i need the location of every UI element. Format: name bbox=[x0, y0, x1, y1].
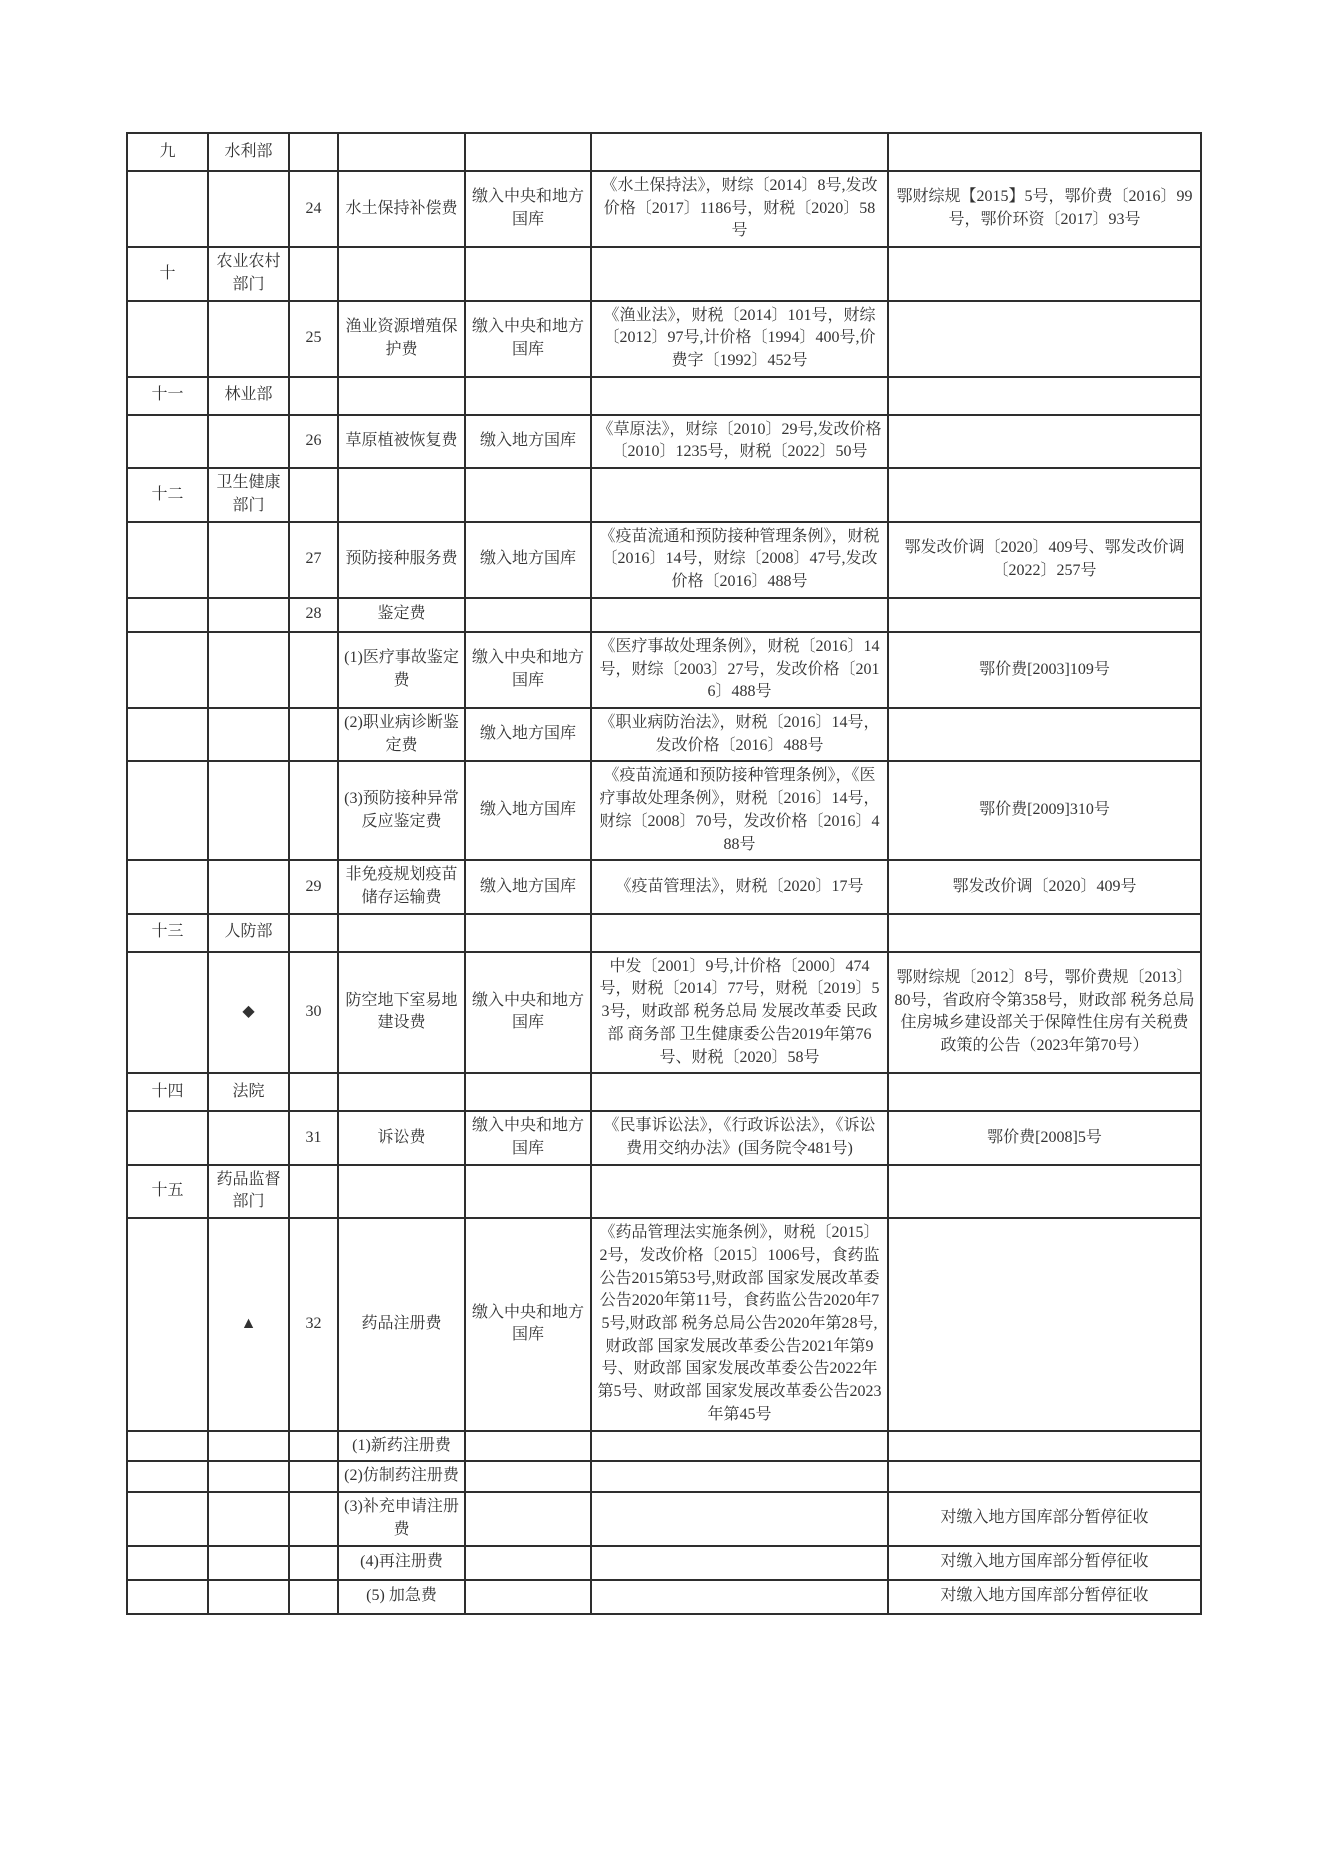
section-row bbox=[127, 468, 1201, 521]
fee-name: (3)补充申请注册费 bbox=[338, 1492, 465, 1545]
table-row bbox=[127, 952, 1201, 1074]
legal-basis-cell bbox=[591, 1580, 888, 1614]
legal-basis-cell: 《渔业法》，财税〔2014〕101号，财综〔2012〕97号,计价格〔1994〕400号,价费字〔1992〕452号 bbox=[591, 301, 888, 377]
section-row bbox=[127, 914, 1201, 952]
department-name bbox=[208, 522, 289, 598]
section-number bbox=[127, 708, 208, 761]
hubei-doc-cell bbox=[888, 1461, 1201, 1492]
item-number bbox=[289, 1580, 338, 1614]
section-number bbox=[127, 761, 208, 860]
treasury-cell: 缴入地方国库 bbox=[465, 708, 591, 761]
legal-basis-cell: 《药品管理法实施条例》，财税〔2015〕2号，发改价格〔2015〕1006号，食药监公告2015第53号,财政部 国家发展改革委公告2020年第11号，食药监公告2020年75号,财政部 税务总局公告2020年第28号,财政部 国家发展改革委公告2021年第9号、财政部 国家发展改革委公告2022年第5号、财政部 国家发展改革委公告2023年第45号 bbox=[591, 1218, 888, 1430]
hubei-doc-cell bbox=[888, 1431, 1201, 1462]
table-row bbox=[127, 522, 1201, 598]
item-number bbox=[289, 468, 338, 521]
department-name bbox=[208, 1431, 289, 1462]
legal-basis-cell: 《草原法》，财综〔2010〕29号,发改价格〔2010〕1235号，财税〔2022〕50号 bbox=[591, 415, 888, 468]
item-number: 25 bbox=[289, 301, 338, 377]
section-number bbox=[127, 1492, 208, 1545]
treasury-cell: 缴入中央和地方国库 bbox=[465, 632, 591, 708]
diamond-marker-icon: ◆ bbox=[208, 952, 289, 1074]
legal-basis-cell: 《水土保持法》，财综〔2014〕8号,发改价格〔2017〕1186号，财税〔2020〕58号 bbox=[591, 171, 888, 247]
item-number: 26 bbox=[289, 415, 338, 468]
department-name: 林业部 bbox=[208, 377, 289, 415]
department-name: 水利部 bbox=[208, 133, 289, 171]
hubei-doc-cell bbox=[888, 1218, 1201, 1430]
legal-basis-cell bbox=[591, 1546, 888, 1580]
treasury-cell: 缴入中央和地方国库 bbox=[465, 1111, 591, 1164]
treasury-cell bbox=[465, 914, 591, 952]
fee-catalog-table bbox=[126, 132, 1202, 1615]
department-name bbox=[208, 1580, 289, 1614]
treasury-cell bbox=[465, 598, 591, 632]
item-number: 27 bbox=[289, 522, 338, 598]
table-row bbox=[127, 708, 1201, 761]
treasury-cell bbox=[465, 1492, 591, 1545]
table-row bbox=[127, 1431, 1201, 1462]
hubei-doc-cell: 鄂发改价调〔2020〕409号、鄂发改价调〔2022〕257号 bbox=[888, 522, 1201, 598]
treasury-cell: 缴入中央和地方国库 bbox=[465, 301, 591, 377]
treasury-cell: 缴入中央和地方国库 bbox=[465, 171, 591, 247]
hubei-doc-cell bbox=[888, 598, 1201, 632]
section-number: 九 bbox=[127, 133, 208, 171]
item-number bbox=[289, 1461, 338, 1492]
table-row bbox=[127, 1111, 1201, 1164]
table-row bbox=[127, 171, 1201, 247]
hubei-doc-cell: 对缴入地方国库部分暂停征收 bbox=[888, 1492, 1201, 1545]
department-name bbox=[208, 1111, 289, 1164]
legal-basis-cell bbox=[591, 598, 888, 632]
section-number bbox=[127, 1218, 208, 1430]
item-number: 31 bbox=[289, 1111, 338, 1164]
hubei-doc-cell bbox=[888, 377, 1201, 415]
fee-name: 药品注册费 bbox=[338, 1218, 465, 1430]
hubei-doc-cell bbox=[888, 468, 1201, 521]
table-row bbox=[127, 1546, 1201, 1580]
section-row bbox=[127, 247, 1201, 300]
item-number bbox=[289, 761, 338, 860]
legal-basis-cell bbox=[591, 1073, 888, 1111]
treasury-cell: 缴入中央和地方国库 bbox=[465, 952, 591, 1074]
treasury-cell bbox=[465, 1073, 591, 1111]
fee-name: (4)再注册费 bbox=[338, 1546, 465, 1580]
table-row bbox=[127, 1580, 1201, 1614]
department-name: 农业农村部门 bbox=[208, 247, 289, 300]
hubei-doc-cell bbox=[888, 1165, 1201, 1218]
item-number: 32 bbox=[289, 1218, 338, 1430]
hubei-doc-cell: 鄂发改价调〔2020〕409号 bbox=[888, 860, 1201, 913]
section-number bbox=[127, 415, 208, 468]
legal-basis-cell: 《民事诉讼法》，《行政诉讼法》，《诉讼费用交纳办法》(国务院令481号) bbox=[591, 1111, 888, 1164]
item-number bbox=[289, 1546, 338, 1580]
table-row bbox=[127, 1492, 1201, 1545]
section-row bbox=[127, 377, 1201, 415]
fee-name: (3)预防接种异常反应鉴定费 bbox=[338, 761, 465, 860]
hubei-doc-cell: 鄂价费[2003]109号 bbox=[888, 632, 1201, 708]
department-name bbox=[208, 415, 289, 468]
legal-basis-cell bbox=[591, 1461, 888, 1492]
table-row bbox=[127, 761, 1201, 860]
department-name bbox=[208, 708, 289, 761]
treasury-cell: 缴入地方国库 bbox=[465, 415, 591, 468]
fee-name bbox=[338, 1073, 465, 1111]
section-number bbox=[127, 1431, 208, 1462]
item-number bbox=[289, 1165, 338, 1218]
legal-basis-cell: 《医疗事故处理条例》，财税〔2016〕14号，财综〔2003〕27号，发改价格〔2016〕488号 bbox=[591, 632, 888, 708]
treasury-cell bbox=[465, 1431, 591, 1462]
fee-name bbox=[338, 914, 465, 952]
legal-basis-cell: 《疫苗流通和预防接种管理条例》，财税〔2016〕14号，财综〔2008〕47号,发改价格〔2016〕488号 bbox=[591, 522, 888, 598]
fee-name: 诉讼费 bbox=[338, 1111, 465, 1164]
hubei-doc-cell: 对缴入地方国库部分暂停征收 bbox=[888, 1580, 1201, 1614]
department-name bbox=[208, 1461, 289, 1492]
legal-basis-cell: 中发〔2001〕9号,计价格〔2000〕474号，财税〔2014〕77号，财税〔2019〕53号，财政部 税务总局 发展改革委 民政部 商务部 卫生健康委公告2019年第76号、财税〔2020〕58号 bbox=[591, 952, 888, 1074]
fee-name: 预防接种服务费 bbox=[338, 522, 465, 598]
hubei-doc-cell bbox=[888, 1073, 1201, 1111]
item-number bbox=[289, 133, 338, 171]
fee-name bbox=[338, 133, 465, 171]
department-name bbox=[208, 301, 289, 377]
department-name bbox=[208, 171, 289, 247]
legal-basis-cell: 《疫苗流通和预防接种管理条例》，《医疗事故处理条例》，财税〔2016〕14号，财综〔2008〕70号，发改价格〔2016〕488号 bbox=[591, 761, 888, 860]
legal-basis-cell bbox=[591, 1492, 888, 1545]
fee-name bbox=[338, 377, 465, 415]
section-number: 十一 bbox=[127, 377, 208, 415]
legal-basis-cell bbox=[591, 133, 888, 171]
hubei-doc-cell: 鄂价费[2008]5号 bbox=[888, 1111, 1201, 1164]
hubei-doc-cell bbox=[888, 247, 1201, 300]
fee-name: 非免疫规划疫苗储存运输费 bbox=[338, 860, 465, 913]
item-number bbox=[289, 914, 338, 952]
section-number bbox=[127, 1580, 208, 1614]
fee-name: 防空地下室易地建设费 bbox=[338, 952, 465, 1074]
hubei-doc-cell: 鄂价费[2009]310号 bbox=[888, 761, 1201, 860]
legal-basis-cell bbox=[591, 1165, 888, 1218]
section-number: 十 bbox=[127, 247, 208, 300]
treasury-cell: 缴入中央和地方国库 bbox=[465, 1218, 591, 1430]
hubei-doc-cell: 鄂财综规【2015】5号，鄂价费〔2016〕99号，鄂价环资〔2017〕93号 bbox=[888, 171, 1201, 247]
hubei-doc-cell bbox=[888, 301, 1201, 377]
treasury-cell: 缴入地方国库 bbox=[465, 761, 591, 860]
treasury-cell bbox=[465, 1580, 591, 1614]
department-name bbox=[208, 761, 289, 860]
legal-basis-cell bbox=[591, 377, 888, 415]
item-number bbox=[289, 1073, 338, 1111]
triangle-marker-icon: ▲ bbox=[208, 1218, 289, 1430]
department-name bbox=[208, 1492, 289, 1545]
fee-name: (5) 加急费 bbox=[338, 1580, 465, 1614]
section-number: 十四 bbox=[127, 1073, 208, 1111]
department-name: 法院 bbox=[208, 1073, 289, 1111]
treasury-cell bbox=[465, 247, 591, 300]
section-number: 十三 bbox=[127, 914, 208, 952]
treasury-cell bbox=[465, 1461, 591, 1492]
item-number bbox=[289, 708, 338, 761]
item-number bbox=[289, 632, 338, 708]
fee-name: (2)职业病诊断鉴定费 bbox=[338, 708, 465, 761]
section-number bbox=[127, 860, 208, 913]
fee-name: (1)医疗事故鉴定费 bbox=[338, 632, 465, 708]
table-row bbox=[127, 1218, 1201, 1430]
table-row bbox=[127, 415, 1201, 468]
legal-basis-cell bbox=[591, 468, 888, 521]
legal-basis-cell bbox=[591, 247, 888, 300]
department-name bbox=[208, 1546, 289, 1580]
legal-basis-cell bbox=[591, 1431, 888, 1462]
table-row bbox=[127, 1461, 1201, 1492]
fee-name: 水土保持补偿费 bbox=[338, 171, 465, 247]
treasury-cell: 缴入地方国库 bbox=[465, 860, 591, 913]
fee-name: (1)新药注册费 bbox=[338, 1431, 465, 1462]
treasury-cell bbox=[465, 468, 591, 521]
section-row bbox=[127, 1165, 1201, 1218]
department-name: 药品监督部门 bbox=[208, 1165, 289, 1218]
item-number bbox=[289, 247, 338, 300]
item-number: 30 bbox=[289, 952, 338, 1074]
legal-basis-cell: 《职业病防治法》，财税〔2016〕14号，发改价格〔2016〕488号 bbox=[591, 708, 888, 761]
department-name bbox=[208, 598, 289, 632]
section-number bbox=[127, 171, 208, 247]
hubei-doc-cell: 鄂财综规〔2012〕8号，鄂价费规〔2013〕80号，省政府令第358号，财政部 税务总局 住房城乡建设部关于保障性住房有关税费政策的公告（2023年第70号） bbox=[888, 952, 1201, 1074]
legal-basis-cell bbox=[591, 914, 888, 952]
treasury-cell: 缴入地方国库 bbox=[465, 522, 591, 598]
item-number: 29 bbox=[289, 860, 338, 913]
table-row bbox=[127, 632, 1201, 708]
item-number bbox=[289, 1431, 338, 1462]
item-number bbox=[289, 377, 338, 415]
section-number: 十五 bbox=[127, 1165, 208, 1218]
fee-name bbox=[338, 247, 465, 300]
section-number bbox=[127, 522, 208, 598]
item-number: 28 bbox=[289, 598, 338, 632]
hubei-doc-cell bbox=[888, 415, 1201, 468]
section-number: 十二 bbox=[127, 468, 208, 521]
section-number bbox=[127, 598, 208, 632]
fee-name: 渔业资源增殖保护费 bbox=[338, 301, 465, 377]
department-name: 卫生健康部门 bbox=[208, 468, 289, 521]
section-number bbox=[127, 301, 208, 377]
treasury-cell bbox=[465, 1165, 591, 1218]
department-name bbox=[208, 632, 289, 708]
item-number: 24 bbox=[289, 171, 338, 247]
section-row bbox=[127, 1073, 1201, 1111]
hubei-doc-cell bbox=[888, 133, 1201, 171]
fee-name bbox=[338, 468, 465, 521]
department-name: 人防部 bbox=[208, 914, 289, 952]
table-row bbox=[127, 301, 1201, 377]
table-row bbox=[127, 598, 1201, 632]
section-number bbox=[127, 1546, 208, 1580]
treasury-cell bbox=[465, 133, 591, 171]
treasury-cell bbox=[465, 1546, 591, 1580]
hubei-doc-cell: 对缴入地方国库部分暂停征收 bbox=[888, 1546, 1201, 1580]
section-number bbox=[127, 952, 208, 1074]
section-number bbox=[127, 632, 208, 708]
fee-name bbox=[338, 1165, 465, 1218]
section-number bbox=[127, 1461, 208, 1492]
department-name bbox=[208, 860, 289, 913]
fee-name: (2)仿制药注册费 bbox=[338, 1461, 465, 1492]
table-row bbox=[127, 860, 1201, 913]
legal-basis-cell: 《疫苗管理法》，财税〔2020〕17号 bbox=[591, 860, 888, 913]
fee-name: 草原植被恢复费 bbox=[338, 415, 465, 468]
section-number bbox=[127, 1111, 208, 1164]
section-row bbox=[127, 133, 1201, 171]
fee-name: 鉴定费 bbox=[338, 598, 465, 632]
hubei-doc-cell bbox=[888, 914, 1201, 952]
hubei-doc-cell bbox=[888, 708, 1201, 761]
item-number bbox=[289, 1492, 338, 1545]
treasury-cell bbox=[465, 377, 591, 415]
